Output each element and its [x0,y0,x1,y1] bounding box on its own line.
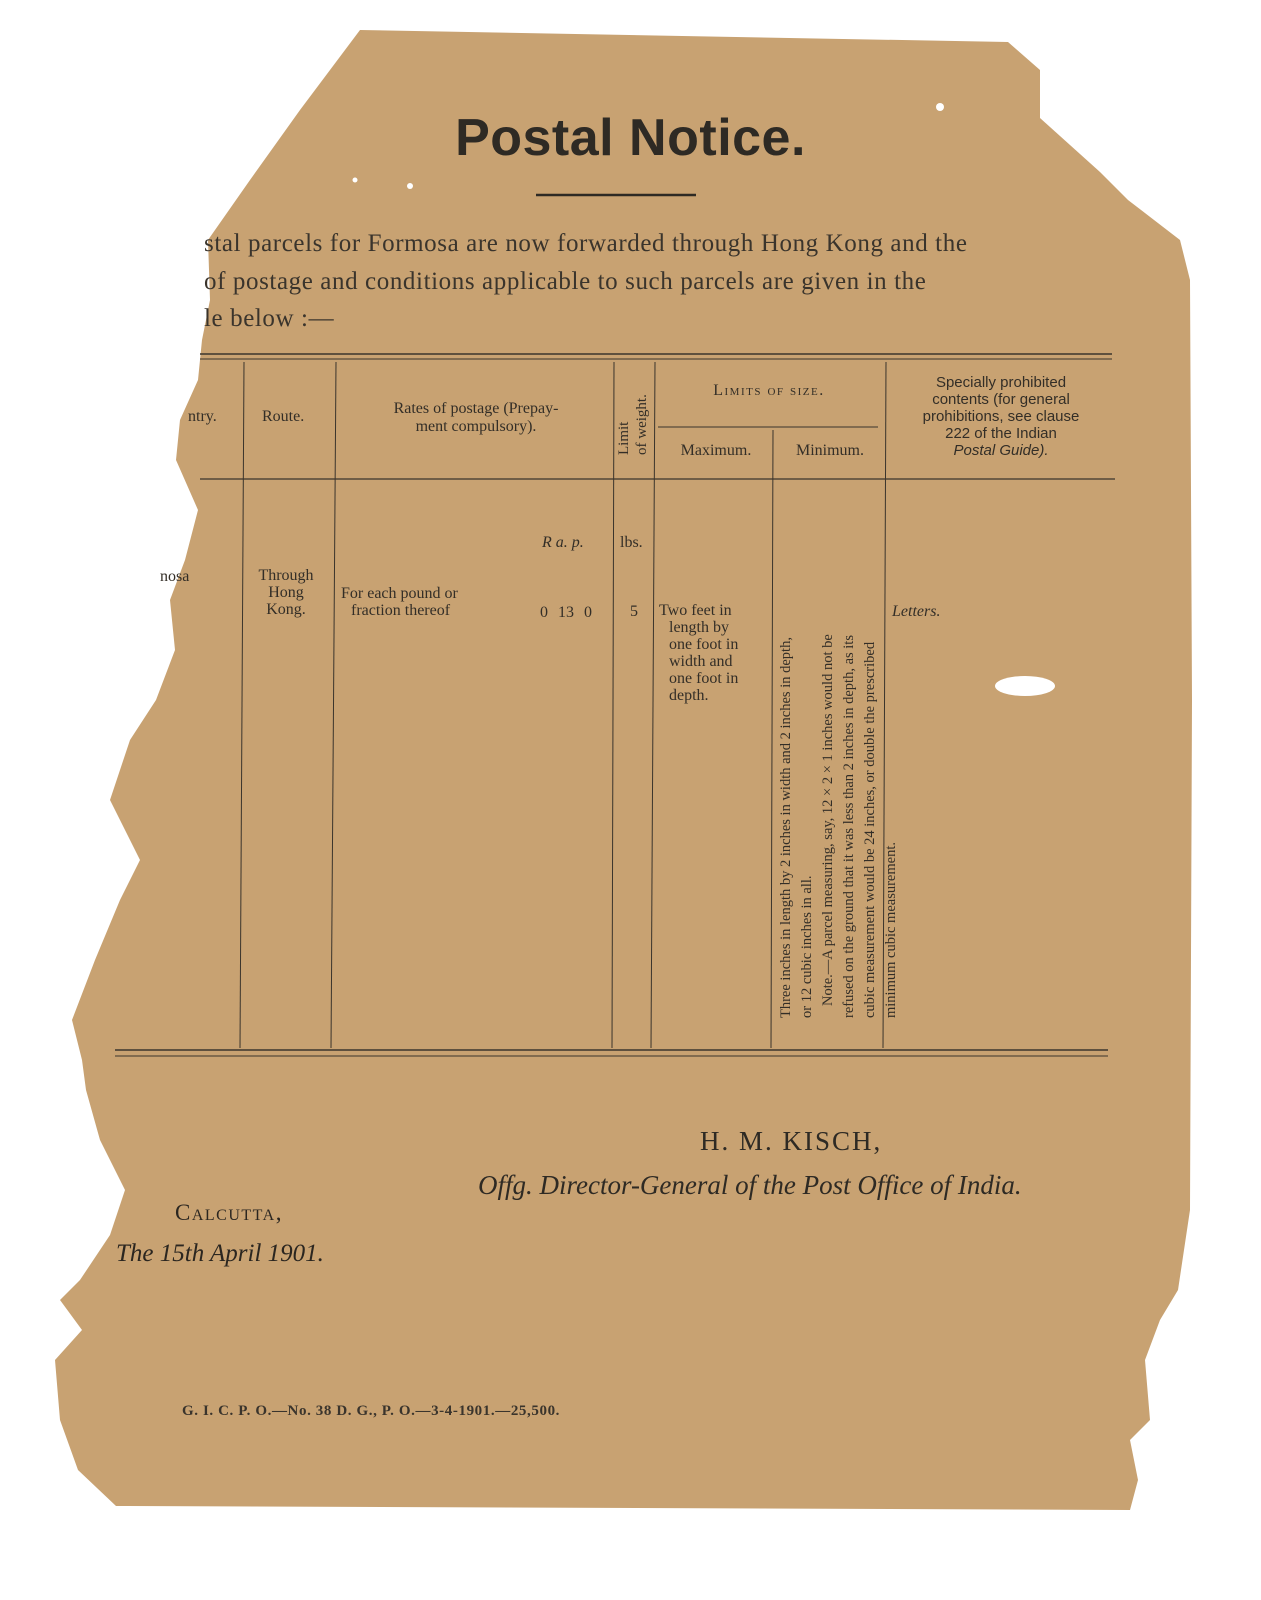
cell-minimum-line-5: cubic measurement would be 24 inches, or double the prescribed [862,641,878,1018]
cell-maximum [659,602,767,704]
cell-route-line-3: Kong. [266,601,306,618]
header-route: Route. [262,408,305,425]
header-limits-of-size: Limits of size. [713,382,825,399]
cell-maximum-line-2: length by [669,619,729,636]
cell-minimum [776,634,902,1018]
notice-title: Postal Notice. [455,109,806,167]
cell-route-line-1: Through [258,567,314,584]
cell-minimum-line-6: minimum cubic measurement. [883,842,899,1018]
cell-route-line-2: Hong [268,584,304,601]
unit-weight: lbs. [620,534,643,551]
header-rates [340,400,612,436]
cell-minimum-line-3: Note.—A parcel measuring, say, 12 × 2 × 1 inches would not be [820,634,836,1006]
cell-minimum-line-2: or 12 cubic inches in all. [799,875,815,1018]
cell-maximum-line-3: one foot in [669,636,739,653]
signer-designation: Offg. Director-General of the Post Office of India. [478,1170,1022,1200]
cell-rate-value: 0 13 0 [540,604,592,621]
issue-date: The 15th April 1901. [116,1240,324,1267]
header-rates-line-2: ment compulsory). [415,418,537,435]
header-prohibited-line-1: Specially prohibited [935,374,1067,391]
cell-minimum-line-1: Three inches in length by 2 inches in width and 2 inches in depth, [778,637,794,1018]
cell-prohibited: Letters. [892,603,941,620]
printer-imprint: G. I. C. P. O.—No. 38 D. G., P. O.—3-4-1901.—25,500. [182,1403,561,1419]
header-weight [615,394,651,455]
intro-line-3: le below :— [204,305,335,332]
header-weight-line-1: Limit [616,421,632,455]
cell-route [248,567,324,618]
header-minimum: Minimum. [795,442,864,459]
header-prohibited [892,374,1110,459]
intro-line-2: of postage and conditions applicable to such parcels are given in the [204,268,927,295]
cell-rate-description [341,585,458,619]
cell-maximum-line-1: Two feet in [659,602,732,619]
cell-country: nosa [160,568,190,585]
cell-maximum-line-4: width and [669,653,733,670]
signer-name: H. M. KISCH, [700,1126,883,1156]
header-prohibited-line-3: prohibitions, see clause [922,408,1080,425]
header-country: ntry. [188,408,217,425]
cell-weight: 5 [630,603,638,620]
cell-maximum-line-6: depth. [669,687,709,704]
cell-rate-desc-line-1: For each pound or [341,585,458,602]
header-prohibited-line-4: 222 of the Indian [945,425,1057,442]
cell-rate-desc-line-2: fraction thereof [351,602,451,619]
paper-hole [995,676,1055,696]
unit-rate: R a. p. [542,534,584,551]
header-rates-line-1: Rates of postage (Prepay- [393,400,559,417]
intro-line-1: stal parcels for Formosa are now forwarded through Hong Kong and the [204,230,968,257]
cell-minimum-line-4: refused on the ground that it was less than 2 inches in depth, as its [841,635,857,1018]
header-maximum: Maximum. [680,442,752,459]
issue-place: Calcutta, [175,1200,283,1225]
header-weight-line-2: of weight. [634,394,650,455]
cell-maximum-line-5: one foot in [669,670,739,687]
header-prohibited-line-5: Postal Guide). [953,442,1049,459]
header-prohibited-line-2: contents (for general [932,391,1070,408]
